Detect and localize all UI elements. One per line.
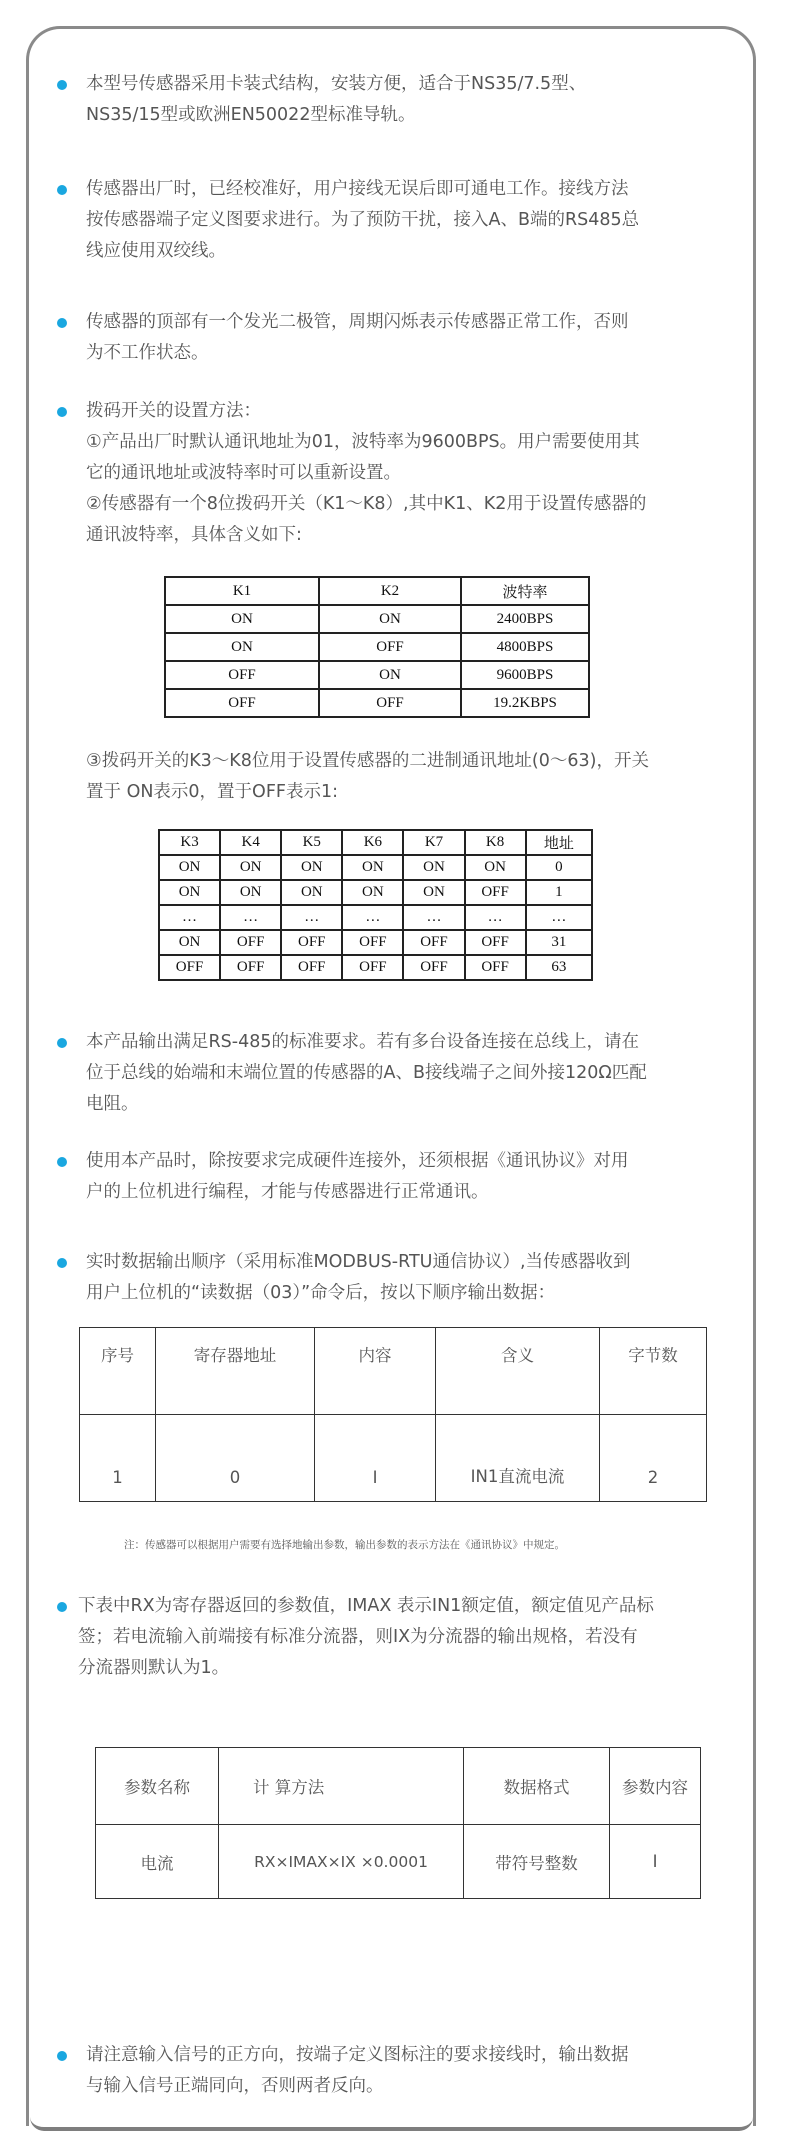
parameter-table	[95, 1747, 701, 1899]
table-cell: 63	[526, 955, 592, 980]
table-cell: …	[342, 905, 403, 930]
table-row	[165, 661, 589, 689]
table-row	[159, 905, 592, 930]
table-cell: OFF	[220, 930, 281, 955]
table-header-cell: K7	[403, 830, 464, 855]
table-header-cell: 数据格式	[464, 1748, 610, 1825]
table-cell: ON	[220, 880, 281, 905]
text-line: 本型号传感器采用卡装式结构，安装方便，适合于NS35/7.5型、	[86, 74, 587, 94]
text-line: 分流器则默认为1。	[78, 1658, 230, 1678]
table-cell: OFF	[319, 689, 461, 717]
table-cell: 1	[526, 880, 592, 905]
table-header-cell: K4	[220, 830, 281, 855]
table-row	[159, 855, 592, 880]
bullet-icon	[57, 318, 67, 328]
table-cell: OFF	[465, 880, 526, 905]
table-cell: OFF	[465, 930, 526, 955]
table-row	[96, 1825, 701, 1899]
table-cell: ON	[403, 855, 464, 880]
table-header-cell: K2	[319, 577, 461, 605]
table-row	[80, 1415, 707, 1502]
table-cell: OFF	[165, 689, 319, 717]
table-cell: OFF	[220, 955, 281, 980]
bullet-icon	[57, 1038, 67, 1048]
baud-rate-table	[164, 576, 590, 718]
text-line: 为不工作状态。	[86, 343, 209, 363]
paragraph-address-bits	[86, 746, 736, 808]
table-cell: OFF	[281, 930, 342, 955]
text-line: 传感器出厂时，已经校准好，用户接线无误后即可通电工作。接线方法	[86, 179, 629, 199]
paragraph-data-order	[86, 1247, 736, 1309]
table-header-cell: 含义	[436, 1328, 600, 1415]
table-cell: 带符号整数	[464, 1825, 610, 1899]
table-header-cell: 波特率	[461, 577, 589, 605]
table-cell: OFF	[281, 955, 342, 980]
table-cell: OFF	[342, 955, 403, 980]
table-row	[165, 633, 589, 661]
table-cell: OFF	[465, 955, 526, 980]
table-cell: ON	[281, 855, 342, 880]
table-cell: 电流	[96, 1825, 219, 1899]
text-line: 电阻。	[86, 1094, 139, 1114]
table-cell: ON	[159, 855, 220, 880]
text-line: 户的上位机进行编程，才能与传感器进行正常通讯。	[86, 1182, 489, 1202]
table-cell: 1	[80, 1415, 156, 1502]
table-cell: I	[315, 1415, 436, 1502]
table-header-cell: K5	[281, 830, 342, 855]
text-line: 线应使用双绞线。	[86, 241, 226, 261]
table-cell: 31	[526, 930, 592, 955]
table-cell: I	[610, 1825, 701, 1899]
table-cell: 19.2KBPS	[461, 689, 589, 717]
bullet-icon	[57, 1602, 67, 1612]
table-header-row	[80, 1328, 707, 1415]
table-cell: OFF	[342, 930, 403, 955]
table-cell: OFF	[165, 661, 319, 689]
table-cell: 9600BPS	[461, 661, 589, 689]
bullet-icon	[57, 185, 67, 195]
table-header-cell: 寄存器地址	[156, 1328, 315, 1415]
table-cell: …	[465, 905, 526, 930]
table-cell: OFF	[159, 955, 220, 980]
table-header-row	[159, 830, 592, 855]
table-cell: 2400BPS	[461, 605, 589, 633]
table-header-cell: 参数名称	[96, 1748, 219, 1825]
paragraph-rx-formula	[78, 1591, 728, 1684]
table-cell: …	[403, 905, 464, 930]
text-line: 位于总线的始端和末端位置的传感器的A、B接线端子之间外接120Ω匹配	[86, 1063, 647, 1083]
table-cell: OFF	[403, 930, 464, 955]
paragraph-rs485	[86, 1027, 736, 1120]
table-cell: ON	[465, 855, 526, 880]
text-line: 下表中RX为寄存器返回的参数值，IMAX 表示IN1额定值，额定值见产品标	[78, 1596, 654, 1616]
paragraph-mounting	[86, 69, 736, 131]
table-cell: …	[281, 905, 342, 930]
table-header-cell: 参数内容	[610, 1748, 701, 1825]
text-line: 实时数据输出顺序（采用标准MODBUS-RTU通信协议）,当传感器收到	[86, 1252, 631, 1272]
table-header-cell: K3	[159, 830, 220, 855]
text-line: 用户上位机的“读数据（03）”命令后，按以下顺序输出数据：	[86, 1283, 556, 1303]
table-note: 注：传感器可以根据用户需要有选择地输出参数，输出参数的表示方法在《通讯协议》中规定。	[124, 1539, 565, 1551]
table-cell: …	[159, 905, 220, 930]
bullet-icon	[57, 1258, 67, 1268]
text-line: ①产品出厂时默认通讯地址为01，波特率为9600BPS。用户需要使用其	[86, 432, 640, 452]
table-header-cell: 字节数	[600, 1328, 707, 1415]
address-table	[158, 829, 593, 981]
paragraph-led	[86, 307, 736, 369]
table-cell: RX×IMAX×IX ×0.0001	[219, 1825, 464, 1899]
paragraph-dip-switch	[86, 396, 736, 551]
table-cell: ON	[319, 605, 461, 633]
table-cell: IN1直流电流	[436, 1415, 600, 1502]
table-cell: ON	[403, 880, 464, 905]
table-cell: ON	[319, 661, 461, 689]
text-line: 传感器的顶部有一个发光二极管，周期闪烁表示传感器正常工作，否则	[86, 312, 629, 332]
table-header-cell: K6	[342, 830, 403, 855]
paragraph-wiring	[86, 174, 736, 267]
table-header-cell: K8	[465, 830, 526, 855]
table-row	[159, 930, 592, 955]
table-header-cell: 地址	[526, 830, 592, 855]
table-cell: 0	[156, 1415, 315, 1502]
paragraph-protocol	[86, 1146, 736, 1208]
table-header-cell: 序号	[80, 1328, 156, 1415]
table-cell: ON	[342, 855, 403, 880]
table-cell: …	[220, 905, 281, 930]
table-cell: ON	[159, 930, 220, 955]
text-line: 它的通讯地址或波特率时可以重新设置。	[86, 463, 401, 483]
table-cell: ON	[342, 880, 403, 905]
table-row	[165, 689, 589, 717]
text-line: 本产品输出满足RS-485的标准要求。若有多台设备连接在总线上，请在	[86, 1032, 639, 1052]
register-table	[79, 1327, 707, 1502]
bullet-icon	[57, 2051, 67, 2061]
table-cell: 0	[526, 855, 592, 880]
text-line: 置于 ON表示0，置于OFF表示1:	[86, 782, 338, 802]
bullet-icon	[57, 80, 67, 90]
table-cell: ON	[165, 605, 319, 633]
table-cell: ON	[159, 880, 220, 905]
paragraph-signal-direction	[86, 2040, 736, 2102]
table-cell: …	[526, 905, 592, 930]
text-line: 按传感器端子定义图要求进行。为了预防干扰，接入A、B端的RS485总	[86, 210, 640, 230]
card-bottom-border	[30, 2117, 753, 2131]
text-line: 请注意输入信号的正方向，按端子定义图标注的要求接线时，输出数据	[86, 2045, 629, 2065]
bullet-icon	[57, 407, 67, 417]
table-cell: OFF	[319, 633, 461, 661]
text-line: ②传感器有一个8位拨码开关（K1～K8）,其中K1、K2用于设置传感器的	[86, 494, 647, 514]
text-line: ③拨码开关的K3～K8位用于设置传感器的二进制通讯地址(0～63)，开关	[86, 751, 649, 771]
table-cell: 2	[600, 1415, 707, 1502]
table-header-cell: K1	[165, 577, 319, 605]
text-line: 拨码开关的设置方法：	[86, 401, 261, 421]
text-line: 签；若电流输入前端接有标准分流器，则IX为分流器的输出规格，若没有	[78, 1627, 638, 1647]
table-row	[159, 880, 592, 905]
table-cell: OFF	[403, 955, 464, 980]
text-line: 使用本产品时，除按要求完成硬件连接外，还须根据《通讯协议》对用	[86, 1151, 629, 1171]
text-line: NS35/15型或欧洲EN50022型标准导轨。	[86, 105, 416, 125]
table-header-row	[165, 577, 589, 605]
table-cell: ON	[220, 855, 281, 880]
text-line: 通讯波特率，具体含义如下:	[86, 525, 302, 545]
table-header-cell: 内容	[315, 1328, 436, 1415]
table-cell: ON	[281, 880, 342, 905]
table-header-cell: 计 算方法	[219, 1748, 464, 1825]
table-cell: ON	[165, 633, 319, 661]
table-cell: 4800BPS	[461, 633, 589, 661]
text-line: 与输入信号正端同向，否则两者反向。	[86, 2076, 384, 2096]
table-row	[159, 955, 592, 980]
table-header-row	[96, 1748, 701, 1825]
table-row	[165, 605, 589, 633]
bullet-icon	[57, 1157, 67, 1167]
